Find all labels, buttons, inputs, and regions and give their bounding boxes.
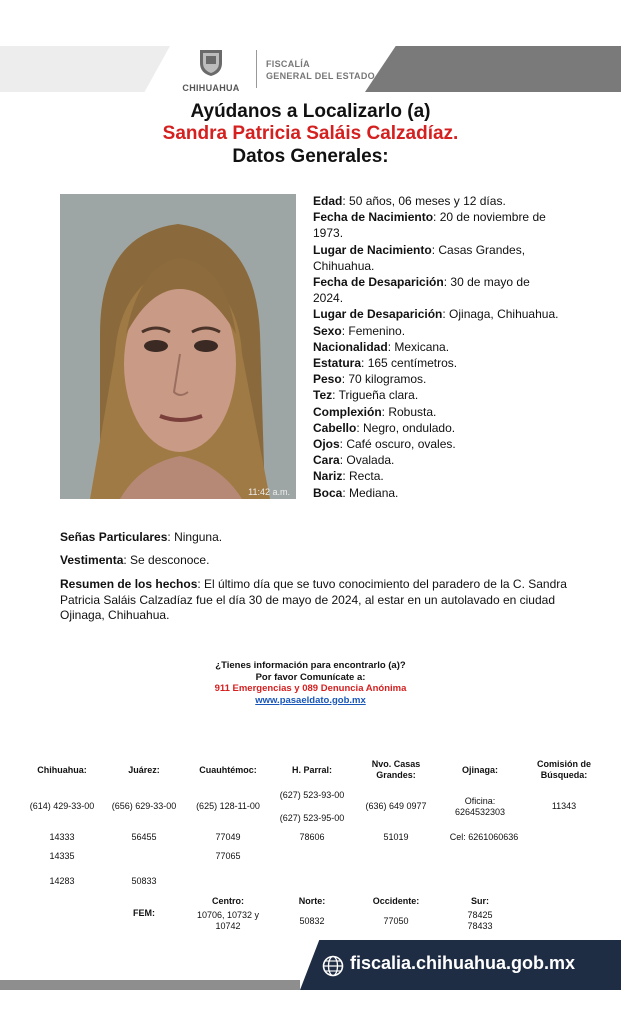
detail-label: Complexión bbox=[313, 404, 382, 419]
detail-label: Sexo bbox=[313, 323, 342, 338]
detail-row: Cara: Ovalada. bbox=[313, 453, 395, 468]
dir-ext-casas-grandes: 51019 bbox=[383, 832, 409, 842]
fem-label: FEM: bbox=[133, 908, 155, 918]
globe-icon bbox=[322, 955, 344, 977]
detail-value: Ojinaga, Chihuahua. bbox=[449, 307, 559, 322]
detail-row: Tez: Trigueña clara. bbox=[313, 388, 419, 403]
detail-label: Nacionalidad bbox=[313, 339, 388, 354]
detail-value: Café oscuro, ovales. bbox=[346, 437, 456, 452]
detail-value: Recta. bbox=[349, 469, 384, 484]
senas-label: Señas Particulares bbox=[60, 530, 168, 544]
dir-comision-number: 11343 bbox=[551, 801, 577, 811]
dir-ext-chihuahua-3: 14283 bbox=[49, 876, 75, 886]
detail-value: Robusta. bbox=[388, 404, 437, 419]
detail-value: Mexicana. bbox=[394, 339, 450, 354]
detail-row: Complexión: Robusta. bbox=[313, 404, 437, 419]
detail-row: Fecha de Desaparición: 30 de mayo de 2024. bbox=[313, 275, 530, 306]
dir-header-chihuahua: Chihuahua: bbox=[37, 765, 87, 775]
detail-value: 50 años, 06 meses y 12 días. bbox=[349, 194, 506, 208]
casas-grandes-header-line2: Grandes: bbox=[376, 770, 416, 780]
detail-label: Ojos bbox=[313, 437, 340, 452]
fem-centro-header: Centro: bbox=[212, 896, 244, 906]
distinguishing-marks: Señas Particulares: Ninguna. bbox=[60, 530, 223, 544]
detail-label: Tez bbox=[313, 388, 333, 403]
pasaeldato-link[interactable]: www.pasaeldato.gob.mx bbox=[255, 694, 366, 706]
dir-header-cuauhtemoc: Cuauhtémoc: bbox=[199, 765, 257, 775]
photo-timestamp: 11:42 a.m. bbox=[248, 487, 290, 497]
missing-person-photo bbox=[60, 194, 296, 499]
dir-ext-chihuahua-1: 14333 bbox=[49, 832, 75, 842]
fem-centro-line2: 10742 bbox=[215, 921, 241, 931]
footer-website-link[interactable]: fiscalia.chihuahua.gob.mx bbox=[350, 953, 576, 973]
missing-person-name: Sandra Patricia Saláis Calzadíaz. bbox=[162, 123, 459, 144]
chihuahua-logo bbox=[178, 47, 244, 93]
detail-value: Casas Grandes, Chihuahua. bbox=[313, 242, 526, 273]
detail-value: Trigueña clara. bbox=[338, 388, 419, 403]
vestimenta-value: Se desconoce. bbox=[130, 553, 210, 567]
detail-value: Negro, ondulado. bbox=[363, 420, 456, 435]
resumen-label: Resumen de los hechos bbox=[60, 577, 198, 591]
shield-icon bbox=[198, 47, 224, 77]
fem-norte-value: 50832 bbox=[299, 916, 325, 926]
detail-label: Lugar de Desaparición bbox=[313, 307, 443, 322]
detail-row: Lugar de Desaparición: Ojinaga, Chihuahua. bbox=[313, 307, 559, 322]
footer-gray-band bbox=[0, 980, 300, 990]
fem-norte-header: Norte: bbox=[298, 896, 326, 906]
detail-label: Nariz bbox=[313, 469, 343, 484]
detail-row: Fecha de Nacimiento: 20 de noviembre de 1973. bbox=[313, 210, 546, 241]
dir-header-juarez: Juárez: bbox=[128, 765, 160, 775]
detail-label: Edad bbox=[313, 194, 343, 208]
agency-line2: GENERAL DEL ESTADO bbox=[266, 71, 375, 81]
detail-row: Ojos: Café oscuro, ovales. bbox=[313, 437, 456, 452]
dir-ojinaga-office bbox=[440, 796, 520, 818]
agency-line1: FISCALÍA bbox=[266, 59, 310, 69]
detail-row: Estatura: 165 centímetros. bbox=[313, 356, 458, 371]
casas-grandes-header-line1: Nvo. Casas bbox=[371, 759, 421, 769]
agency-name bbox=[266, 58, 375, 82]
dir-ext-cuauhtemoc-1: 77049 bbox=[215, 832, 241, 842]
detail-row: Edad: 50 años, 06 meses y 12 días. bbox=[313, 194, 506, 208]
section-title-general-data: Datos Generales: bbox=[232, 146, 389, 167]
detail-value: 165 centímetros. bbox=[367, 356, 458, 371]
title-help-locate: Ayúdanos a Localizarlo (a) bbox=[190, 101, 431, 122]
dir-ext-chihuahua-2: 14335 bbox=[49, 851, 75, 861]
detail-label: Peso bbox=[313, 372, 342, 387]
dir-ojinaga-cel: Cel: 6261060636 bbox=[449, 832, 519, 842]
dir-header-casas-grandes bbox=[356, 759, 436, 781]
logo-text: CHIHUAHUA bbox=[182, 83, 240, 93]
header-left-band bbox=[0, 46, 170, 92]
dir-phone-chihuahua: (614) 429-33-00 bbox=[29, 801, 95, 811]
dir-ext-juarez-2: 50833 bbox=[131, 876, 157, 886]
detail-label: Fecha de Nacimiento bbox=[313, 210, 434, 225]
dir-phone-parral-1: (627) 523-93-00 bbox=[279, 790, 345, 800]
fem-sur-line1: 78425 bbox=[467, 910, 493, 920]
clothing: Vestimenta: Se desconoce. bbox=[60, 553, 210, 567]
detail-value: Femenino. bbox=[348, 323, 406, 338]
call-to-action bbox=[0, 660, 621, 706]
detail-label: Cabello bbox=[313, 420, 357, 435]
vestimenta-label: Vestimenta bbox=[60, 553, 124, 567]
fem-centro-line1: 10706, 10732 y bbox=[196, 910, 260, 920]
cta-question: ¿Tienes información para encontrarlo (a)? bbox=[215, 660, 406, 671]
fem-occidente-value: 77050 bbox=[383, 916, 409, 926]
detail-row: Lugar de Nacimiento: Casas Grandes, Chihuahua. bbox=[313, 242, 526, 273]
senas-value: Ninguna. bbox=[174, 530, 223, 544]
general-data-list bbox=[313, 193, 563, 501]
dir-ext-juarez-1: 56455 bbox=[131, 832, 157, 842]
comision-header-line1: Comisión de bbox=[536, 759, 591, 769]
detail-row: Nariz: Recta. bbox=[313, 469, 384, 484]
ojinaga-office-phone: 6264532303 bbox=[454, 807, 506, 817]
dir-ext-parral: 78606 bbox=[299, 832, 325, 842]
fem-sur-header: Sur: bbox=[471, 896, 489, 906]
fem-centro-value bbox=[186, 910, 270, 932]
dir-ext-cuauhtemoc-2: 77065 bbox=[215, 851, 241, 861]
detail-label: Cara bbox=[313, 453, 340, 468]
dir-header-ojinaga: Ojinaga: bbox=[461, 765, 498, 775]
resumen-value: El último día que se tuvo conocimiento del paradero de la C. Sandra Patricia Saláis Calzadíaz fue el día 30 de mayo de 2024, al estar en un autolavado en ciudad Ojinaga, Chihuahua. bbox=[60, 577, 567, 622]
detail-label: Lugar de Nacimiento bbox=[313, 242, 432, 257]
dir-phone-parral-2: (627) 523-95-00 bbox=[279, 813, 345, 823]
comision-header-line2: Búsqueda: bbox=[540, 770, 588, 780]
case-summary: Resumen de los hechos: El último día que se tuvo conocimiento del paradero de la C. Sandra Patricia Saláis Calzadíaz fue el día 30 de mayo de 2024, al estar en un autolavado en ciudad Ojinaga, Chihuahua. bbox=[60, 577, 567, 622]
dir-phone-cuauhtemoc: (625) 128-11-00 bbox=[196, 801, 260, 811]
fem-sur-line2: 78433 bbox=[467, 921, 493, 931]
dir-phone-casas-grandes: (636) 649 0977 bbox=[365, 801, 427, 811]
dir-header-comision bbox=[526, 759, 602, 781]
dir-header-parral: H. Parral: bbox=[291, 765, 333, 775]
fem-occidente-header: Occidente: bbox=[372, 896, 420, 906]
detail-value: 20 de noviembre de 1973. bbox=[313, 210, 546, 241]
detail-row: Cabello: Negro, ondulado. bbox=[313, 420, 456, 435]
detail-value: Mediana. bbox=[349, 485, 399, 500]
detail-label: Fecha de Desaparición bbox=[313, 275, 444, 290]
header-right-band bbox=[365, 46, 621, 92]
detail-row: Peso: 70 kilogramos. bbox=[313, 372, 427, 387]
fem-sur-value bbox=[440, 910, 520, 932]
detail-value: 30 de mayo de 2024. bbox=[313, 275, 530, 306]
detail-label: Boca bbox=[313, 485, 343, 500]
dir-phone-juarez: (656) 629-33-00 bbox=[111, 801, 177, 811]
header-divider bbox=[256, 50, 257, 88]
ojinaga-office-label: Oficina: bbox=[464, 796, 496, 806]
cta-emergency-numbers: 911 Emergencias y 089 Denuncia Anónima bbox=[214, 683, 407, 694]
detail-value: Ovalada. bbox=[346, 453, 395, 468]
detail-row: Sexo: Femenino. bbox=[313, 323, 406, 338]
detail-value: 70 kilogramos. bbox=[348, 372, 427, 387]
detail-row: Boca: Mediana. bbox=[313, 485, 399, 500]
detail-label: Estatura bbox=[313, 356, 362, 371]
detail-row: Nacionalidad: Mexicana. bbox=[313, 339, 450, 354]
cta-contact: Por favor Comunícate a: bbox=[255, 671, 366, 683]
